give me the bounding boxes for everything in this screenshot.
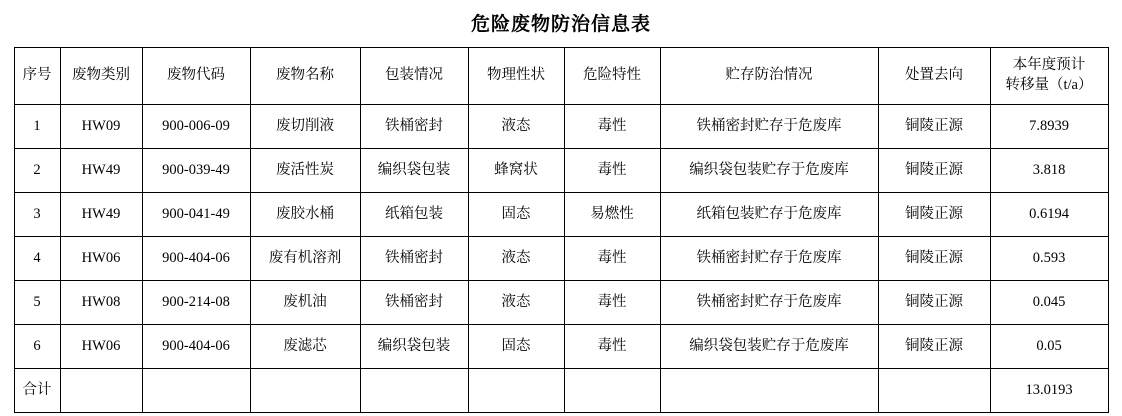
column-header-quantity-line1: 本年度预计 <box>1012 57 1086 74</box>
cell-hazard-property: 易燃性 <box>564 193 660 237</box>
cell-name: 废切削液 <box>250 105 360 149</box>
cell-code: 900-404-06 <box>142 325 250 369</box>
cell-hazard-property: 毒性 <box>564 237 660 281</box>
cell-physical-state: 液态 <box>468 105 564 149</box>
cell-code: 900-404-06 <box>142 237 250 281</box>
table-header-row <box>14 48 1108 105</box>
column-header-physical-state: 物理性状 <box>468 48 564 105</box>
cell-name: 废机油 <box>250 281 360 325</box>
table-row <box>14 325 1108 369</box>
cell-storage: 铁桶密封贮存于危废库 <box>660 237 878 281</box>
cell-packing: 铁桶密封 <box>360 281 468 325</box>
cell-storage: 铁桶密封贮存于危废库 <box>660 281 878 325</box>
cell-name: 废滤芯 <box>250 325 360 369</box>
cell-category: HW06 <box>60 237 142 281</box>
cell-destination: 铜陵正源 <box>878 105 990 149</box>
cell-index: 3 <box>14 193 60 237</box>
cell-total-label: 合计 <box>14 369 60 413</box>
cell-packing: 铁桶密封 <box>360 105 468 149</box>
cell-empty <box>142 369 250 413</box>
cell-physical-state: 蜂窝状 <box>468 149 564 193</box>
cell-physical-state: 固态 <box>468 193 564 237</box>
table-total-row <box>14 369 1108 413</box>
cell-packing: 编织袋包装 <box>360 149 468 193</box>
cell-category: HW49 <box>60 193 142 237</box>
table-row <box>14 105 1108 149</box>
cell-code: 900-214-08 <box>142 281 250 325</box>
page-title: 危险废物防治信息表 <box>470 14 651 35</box>
cell-destination: 铜陵正源 <box>878 149 990 193</box>
cell-category: HW09 <box>60 105 142 149</box>
column-header-category: 废物类别 <box>60 48 142 105</box>
cell-empty <box>468 369 564 413</box>
table-row <box>14 281 1108 325</box>
cell-quantity: 0.045 <box>990 281 1108 325</box>
cell-destination: 铜陵正源 <box>878 193 990 237</box>
column-header-name: 废物名称 <box>250 48 360 105</box>
cell-index: 4 <box>14 237 60 281</box>
cell-quantity: 0.6194 <box>990 193 1108 237</box>
cell-name: 废活性炭 <box>250 149 360 193</box>
cell-empty <box>660 369 878 413</box>
cell-packing: 纸箱包装 <box>360 193 468 237</box>
cell-packing: 铁桶密封 <box>360 237 468 281</box>
cell-storage: 铁桶密封贮存于危废库 <box>660 105 878 149</box>
cell-destination: 铜陵正源 <box>878 325 990 369</box>
column-header-quantity-line2: 转移量（t/a） <box>1005 77 1093 93</box>
cell-physical-state: 固态 <box>468 325 564 369</box>
cell-index: 5 <box>14 281 60 325</box>
cell-physical-state: 液态 <box>468 237 564 281</box>
cell-category: HW06 <box>60 325 142 369</box>
column-header-index: 序号 <box>14 48 60 105</box>
cell-category: HW49 <box>60 149 142 193</box>
cell-code: 900-039-49 <box>142 149 250 193</box>
cell-physical-state: 液态 <box>468 281 564 325</box>
cell-empty <box>60 369 142 413</box>
cell-hazard-property: 毒性 <box>564 325 660 369</box>
table-row <box>14 237 1108 281</box>
cell-destination: 铜陵正源 <box>878 281 990 325</box>
document-page <box>0 9 1122 416</box>
cell-storage: 纸箱包装贮存于危废库 <box>660 193 878 237</box>
cell-index: 1 <box>14 105 60 149</box>
cell-empty <box>360 369 468 413</box>
cell-hazard-property: 毒性 <box>564 149 660 193</box>
cell-quantity: 0.05 <box>990 325 1108 369</box>
column-header-destination: 处置去向 <box>878 48 990 105</box>
cell-quantity: 0.593 <box>990 237 1108 281</box>
cell-code: 900-041-49 <box>142 193 250 237</box>
cell-index: 2 <box>14 149 60 193</box>
column-header-quantity <box>990 48 1108 105</box>
cell-storage: 编织袋包装贮存于危废库 <box>660 149 878 193</box>
cell-quantity: 3.818 <box>990 149 1108 193</box>
hazardous-waste-table <box>14 47 1109 413</box>
cell-name: 废有机溶剂 <box>250 237 360 281</box>
column-header-code: 废物代码 <box>142 48 250 105</box>
column-header-hazard-property: 危险特性 <box>564 48 660 105</box>
cell-empty <box>564 369 660 413</box>
cell-hazard-property: 毒性 <box>564 281 660 325</box>
cell-storage: 编织袋包装贮存于危废库 <box>660 325 878 369</box>
column-header-packing: 包装情况 <box>360 48 468 105</box>
cell-hazard-property: 毒性 <box>564 105 660 149</box>
cell-code: 900-006-09 <box>142 105 250 149</box>
table-row <box>14 149 1108 193</box>
table-row <box>14 193 1108 237</box>
cell-empty <box>250 369 360 413</box>
cell-category: HW08 <box>60 281 142 325</box>
cell-name: 废胶水桶 <box>250 193 360 237</box>
column-header-storage: 贮存防治情况 <box>660 48 878 105</box>
cell-index: 6 <box>14 325 60 369</box>
cell-quantity: 7.8939 <box>990 105 1108 149</box>
cell-total-quantity: 13.0193 <box>990 369 1108 413</box>
cell-destination: 铜陵正源 <box>878 237 990 281</box>
cell-empty <box>878 369 990 413</box>
cell-packing: 编织袋包装 <box>360 325 468 369</box>
